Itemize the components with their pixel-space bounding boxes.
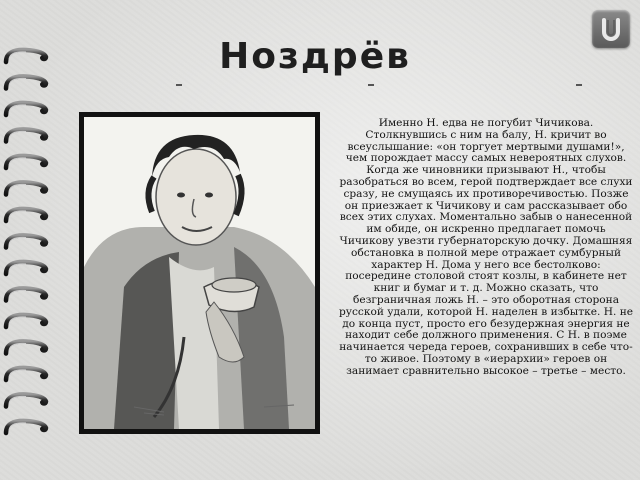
home-icon bbox=[598, 16, 624, 42]
description-text: Именно Н. едва не погубит Чичикова. Столкнувшись с ним на балу, Н. кричит во всеуслышание: «он торгует мертвыми душами!», чем порождает массу самых невероятных слухов. Когда же чиновники призывают Н., чтобы разобраться во всем, герой подтверждает все слухи сразу, не смущаясь их противоречивостью. Позже он приезжает к Чичикову и сам рассказывает обо всех этих слухах. Моментально забыв о нанесенной им обиде, он искренно предлагает помочь Чичикову увезти губернаторскую дочку. Домашняя обстановка в полной мере отражает сумбурный характер Н. Дома у него все бестолково: посередине столовой стоят козлы, в кабинете нет книг и бумаг и т. д. Можно сказать, что безграничная ложь Н. – это оборотная сторона русской удали, которой Н. наделен в избытке. Н. не до конца пуст, просто его безудержная энергия не находит себе должного применения. С Н. в поэме начинается череда героев, сохранивших в себе что-то живое. Поэтому в «иерархии» героев он занимает сравнительно высокое – третье – место. bbox=[338, 117, 634, 377]
portrait-illustration bbox=[84, 117, 315, 429]
divider-dash bbox=[576, 84, 582, 86]
portrait-frame bbox=[79, 112, 320, 434]
divider-dash bbox=[176, 84, 182, 86]
home-button[interactable] bbox=[592, 10, 630, 48]
spiral-binding bbox=[0, 0, 60, 480]
divider-dash bbox=[368, 84, 374, 86]
slide-title: Ноздрёв bbox=[219, 36, 411, 77]
